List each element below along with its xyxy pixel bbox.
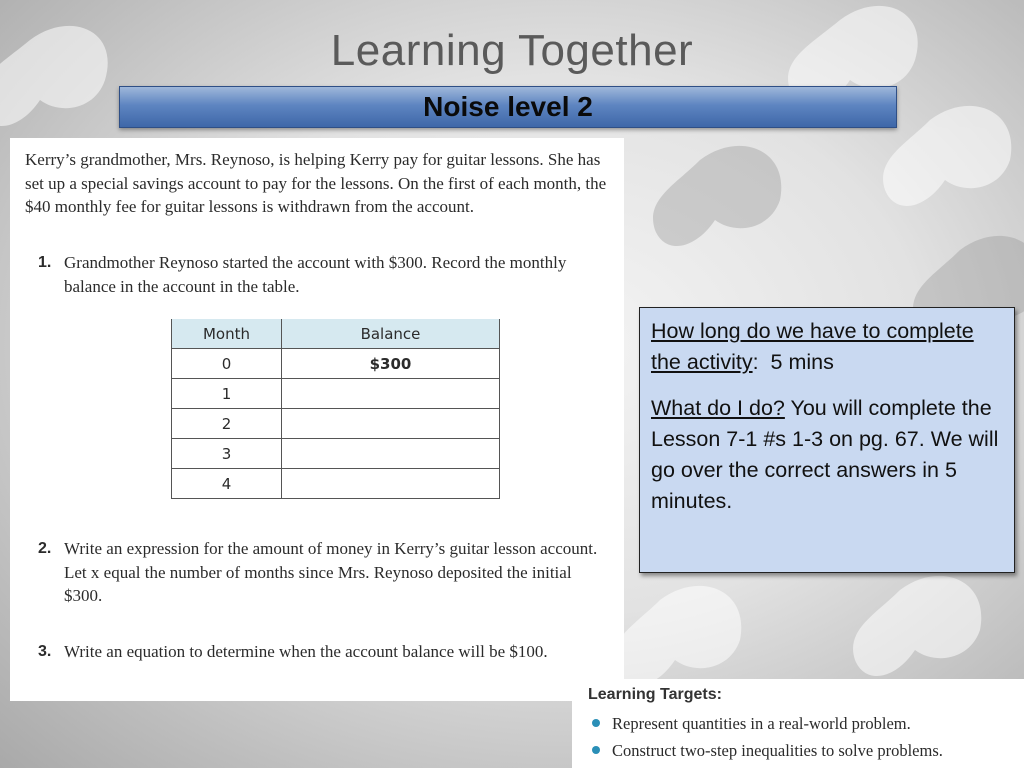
balance-cell <box>282 409 500 439</box>
task-question: What do I do? <box>651 396 785 420</box>
question-number: 2. <box>38 540 52 557</box>
worksheet-panel <box>10 138 624 701</box>
month-cell: 1 <box>172 379 282 409</box>
learning-target-text: Represent quantities in a real-world problem. <box>612 714 911 733</box>
question-text: Grandmother Reynoso started the account with $300. Record the monthly balance in the account in the table. <box>64 253 567 296</box>
question-1 <box>38 251 608 298</box>
activity-info-box <box>639 307 1015 573</box>
task-answer: You will complete the Lesson 7-1 #s 1-3 on pg. 67. We will go over the correct answers in 5 minutes. <box>651 396 999 513</box>
balance-cell <box>282 379 500 409</box>
question-3 <box>38 640 608 664</box>
balance-cell: $300 <box>282 349 500 379</box>
time-info <box>651 316 1004 378</box>
slide-title: Learning Together <box>330 26 694 75</box>
learning-targets-heading: Learning Targets: <box>588 686 722 703</box>
question-text: Write an equation to determine when the account balance will be $100. <box>64 642 548 661</box>
question-number: 1. <box>38 254 52 271</box>
noise-level-banner <box>119 86 897 128</box>
table-row <box>172 439 500 469</box>
month-cell: 2 <box>172 409 282 439</box>
bullet-icon <box>592 746 600 754</box>
question-number: 3. <box>38 643 52 660</box>
table-row <box>172 469 500 499</box>
bullet-icon <box>592 719 600 727</box>
balance-cell <box>282 439 500 469</box>
column-header-balance: Balance <box>282 319 500 349</box>
noise-level-label: Noise level 2 <box>423 91 593 122</box>
learning-target-text: Construct two-step inequalities to solve problems. <box>612 741 943 760</box>
table-row <box>172 409 500 439</box>
learning-target-item <box>592 714 911 734</box>
learning-targets-panel <box>572 679 1024 768</box>
table-header-row <box>172 319 500 349</box>
question-2 <box>38 537 608 608</box>
time-colon: : <box>752 350 759 374</box>
time-question: How long do we have to complete the activity <box>651 319 974 374</box>
month-cell: 0 <box>172 349 282 379</box>
table-row <box>172 349 500 379</box>
column-header-month: Month <box>172 319 282 349</box>
balance-cell <box>282 469 500 499</box>
table-row <box>172 379 500 409</box>
problem-intro: Kerry’s grandmother, Mrs. Reynoso, is helping Kerry pay for guitar lessons. She has set up a special savings account to pay for the lessons. On the first of each month, the $40 monthly fee for guitar lessons is withdrawn from the account. <box>25 150 607 216</box>
time-answer: 5 mins <box>770 350 834 374</box>
month-cell: 3 <box>172 439 282 469</box>
month-cell: 4 <box>172 469 282 499</box>
balance-table <box>171 319 500 499</box>
learning-target-item <box>592 741 943 761</box>
task-info <box>651 393 1004 517</box>
question-text: Write an expression for the amount of money in Kerry’s guitar lesson account. Let x equal the number of months since Mrs. Reynoso deposited the initial $300. <box>64 539 598 605</box>
